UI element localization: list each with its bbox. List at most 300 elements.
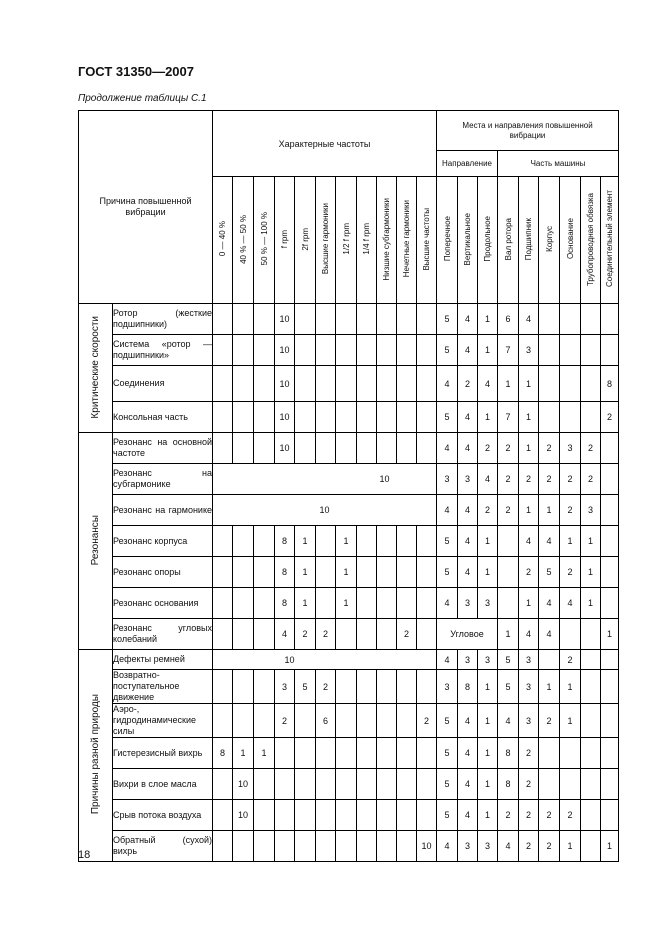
column-header-7 [357,177,377,304]
column-header-10 [417,177,437,304]
value-cell: 8 [275,557,295,588]
value-cell: 2 [498,433,519,464]
value-cell [581,738,601,769]
value-cell [254,366,275,402]
value-cell [357,800,377,831]
value-cell [213,704,233,738]
column-header-1 [233,177,254,304]
table-row [79,831,619,862]
column-header-label: Подшипник [524,217,534,261]
value-cell: 2 [519,464,539,495]
value-cell [357,557,377,588]
value-cell [377,557,397,588]
value-cell: 1 [519,588,539,619]
value-cell: 1 [560,704,581,738]
value-cell: 4 [458,335,478,366]
value-cell: 4 [458,304,478,335]
value-cell [357,704,377,738]
value-cell: 4 [539,619,560,650]
value-cell: 4 [478,464,498,495]
value-cell: 2 [601,402,619,433]
value-cell [336,335,357,366]
value-cell: 2 [417,704,437,738]
column-header-label: 1/4 f rpm [362,223,371,255]
value-cell [581,831,601,862]
value-cell [581,335,601,366]
value-cell: 1 [478,335,498,366]
value-cell: 1 [478,670,498,704]
value-cell [254,670,275,704]
column-header-label: f rpm [280,229,289,249]
value-cell: 2 [560,464,581,495]
value-cell: 4 [560,588,581,619]
value-cell: 8 [275,588,295,619]
value-cell [233,670,254,704]
value-cell [295,402,316,433]
value-cell [601,526,619,557]
value-cell [295,433,316,464]
value-cell [275,769,295,800]
value-cell: 2 [519,800,539,831]
group-label-cell [79,433,113,650]
value-cell [397,335,417,366]
value-cell [254,704,275,738]
column-header-label: Вертикальное [463,212,473,266]
value-cell: 2 [581,433,601,464]
value-cell [560,304,581,335]
value-cell [397,366,417,402]
cause-cell: Резонанс корпуса [113,526,213,557]
value-cell [213,402,233,433]
merged-value-cell: 10 [213,464,437,495]
column-header-3 [275,177,295,304]
value-cell: 2 [478,495,498,526]
value-cell: 1 [581,588,601,619]
value-cell [581,704,601,738]
value-cell: 5 [437,304,458,335]
vibration-causes-table [78,110,619,862]
value-cell: 2 [275,704,295,738]
value-cell: 3 [458,831,478,862]
value-cell: 6 [316,704,336,738]
value-cell: 1 [498,366,519,402]
column-header-label: 0 — 40 % [218,221,227,257]
value-cell [417,304,437,335]
value-cell: 4 [437,366,458,402]
table-continuation-caption: Продолжение таблицы С.1 [78,93,207,104]
value-cell [316,738,336,769]
value-cell [275,831,295,862]
value-cell [357,588,377,619]
places-header: Места и направления повышенной вибрации [437,111,619,151]
table-row [79,800,619,831]
value-cell: 3 [458,588,478,619]
value-cell [336,704,357,738]
direction-header: Направление [437,151,498,177]
value-cell: 10 [275,402,295,433]
value-cell [397,433,417,464]
column-header-13 [478,177,498,304]
value-cell: 4 [437,831,458,862]
value-cell [397,670,417,704]
value-cell [233,526,254,557]
value-cell: 1 [478,304,498,335]
cause-header [79,111,213,304]
value-cell [275,800,295,831]
value-cell [417,800,437,831]
column-header-5 [316,177,336,304]
value-cell [233,704,254,738]
value-cell [560,769,581,800]
column-header-11 [437,177,458,304]
value-cell: 2 [316,619,336,650]
value-cell [357,670,377,704]
value-cell: 1 [581,557,601,588]
value-cell: 3 [458,650,478,670]
value-cell [233,557,254,588]
value-cell [377,769,397,800]
value-cell [417,366,437,402]
value-cell: 1 [336,588,357,619]
value-cell [560,335,581,366]
value-cell [377,704,397,738]
column-header-19 [601,177,619,304]
table-row [79,619,619,650]
value-cell [601,335,619,366]
angular-direction-cell: Угловое [437,619,498,650]
value-cell [233,304,254,335]
value-cell [539,402,560,433]
value-cell [539,650,560,670]
value-cell [295,738,316,769]
table-row [79,402,619,433]
value-cell: 4 [458,738,478,769]
value-cell [581,366,601,402]
value-cell: 3 [581,495,601,526]
value-cell [213,588,233,619]
value-cell: 2 [581,464,601,495]
value-cell: 1 [478,557,498,588]
group-label: Критические скорости [90,315,101,419]
value-cell: 1 [519,366,539,402]
value-cell: 1 [539,670,560,704]
char-freq-header: Характерные частоты [213,111,437,177]
table-row [79,366,619,402]
value-cell [539,769,560,800]
value-cell [233,433,254,464]
value-cell [601,464,619,495]
group-label-cell [79,304,113,433]
value-cell: 4 [458,495,478,526]
value-cell [498,557,519,588]
value-cell [254,304,275,335]
column-header-label: Нечетные гармоники [402,200,411,278]
value-cell: 3 [437,670,458,704]
value-cell [254,769,275,800]
value-cell [254,402,275,433]
value-cell: 1 [478,704,498,738]
value-cell [316,526,336,557]
value-cell [295,304,316,335]
value-cell [601,769,619,800]
value-cell: 1 [478,738,498,769]
table-row [79,464,619,495]
value-cell [233,335,254,366]
table-row [79,650,619,670]
value-cell [336,738,357,769]
cause-cell: Резонанс основания [113,588,213,619]
value-cell: 3 [519,335,539,366]
value-cell [601,800,619,831]
column-header-label: 40 % — 50 % [238,214,248,264]
value-cell: 4 [437,495,458,526]
value-cell: 4 [519,526,539,557]
value-cell: 3 [519,650,539,670]
value-cell [397,588,417,619]
value-cell: 4 [498,704,519,738]
value-cell [397,557,417,588]
value-cell: 5 [437,769,458,800]
value-cell [357,402,377,433]
value-cell: 4 [458,402,478,433]
value-cell: 4 [519,304,539,335]
group-label: Причины разной природы [90,694,101,815]
value-cell: 1 [560,670,581,704]
value-cell: 2 [519,738,539,769]
value-cell [295,335,316,366]
value-cell: 1 [478,526,498,557]
table-row [79,495,619,526]
value-cell [397,402,417,433]
value-cell [417,619,437,650]
table-row [79,335,619,366]
table-row [79,304,619,335]
value-cell: 4 [458,433,478,464]
value-cell [357,769,377,800]
value-cell [417,526,437,557]
value-cell: 2 [560,495,581,526]
column-header-14 [498,177,519,304]
value-cell: 1 [478,769,498,800]
merged-value-cell: 10 [213,495,437,526]
value-cell: 7 [498,335,519,366]
value-cell: 2 [519,831,539,862]
value-cell: 10 [275,304,295,335]
value-cell: 4 [498,831,519,862]
cause-cell: Резонанс на гармонике [113,495,213,526]
value-cell: 5 [437,335,458,366]
table-row [79,769,619,800]
value-cell [213,800,233,831]
cause-cell: Срыв потока воздуха [113,800,213,831]
cause-header-text: Причина повышенной вибрации [99,196,192,217]
value-cell [254,588,275,619]
value-cell: 1 [478,402,498,433]
value-cell [581,650,601,670]
value-cell: 3 [560,433,581,464]
value-cell [397,800,417,831]
value-cell: 3 [519,704,539,738]
value-cell: 1 [254,738,275,769]
column-header-label: Соединительный элемент [605,190,615,288]
cause-cell: Возвратно-поступательное движение [113,670,213,704]
value-cell: 3 [478,650,498,670]
value-cell [601,588,619,619]
value-cell [417,670,437,704]
value-cell [336,619,357,650]
value-cell: 2 [498,495,519,526]
value-cell: 5 [295,670,316,704]
value-cell: 4 [275,619,295,650]
value-cell: 2 [478,433,498,464]
value-cell [601,670,619,704]
value-cell [275,738,295,769]
table-row [79,433,619,464]
value-cell: 1 [233,738,254,769]
value-cell [213,831,233,862]
cause-cell: Аэро-, гидродинамические силы [113,704,213,738]
value-cell: 2 [458,366,478,402]
column-header-label: Трубопроводная обвязка [586,192,596,286]
value-cell [581,769,601,800]
value-cell [213,366,233,402]
column-header-label: 2f rpm [300,227,310,251]
value-cell [336,304,357,335]
value-cell [357,304,377,335]
value-cell [377,402,397,433]
value-cell [316,557,336,588]
value-cell: 5 [437,704,458,738]
value-cell [397,526,417,557]
value-cell [233,366,254,402]
value-cell [601,495,619,526]
column-header-label: Корпус [544,226,554,252]
value-cell [539,335,560,366]
value-cell [254,433,275,464]
value-cell: 2 [539,831,560,862]
table-row [79,588,619,619]
value-cell [336,800,357,831]
value-cell: 1 [336,526,357,557]
value-cell: 4 [519,619,539,650]
value-cell: 8 [498,769,519,800]
value-cell [417,769,437,800]
document-title: ГОСТ 31350—2007 [78,64,194,79]
value-cell [417,588,437,619]
value-cell [539,366,560,402]
column-header-label: Высшие частоты [422,207,431,271]
value-cell: 1 [336,557,357,588]
value-cell: 1 [295,526,316,557]
column-header-4 [295,177,316,304]
value-cell [417,402,437,433]
value-cell: 5 [437,526,458,557]
value-cell: 2 [498,800,519,831]
value-cell: 10 [275,366,295,402]
value-cell [213,619,233,650]
table-row [79,526,619,557]
value-cell [254,800,275,831]
table-row [79,557,619,588]
value-cell: 2 [560,650,581,670]
value-cell [417,335,437,366]
cause-cell: Резонанс угловых колебаний [113,619,213,650]
value-cell [213,670,233,704]
value-cell [295,831,316,862]
value-cell [336,402,357,433]
cause-cell: Резонанс на основной частоте [113,433,213,464]
value-cell: 2 [560,800,581,831]
value-cell: 1 [478,800,498,831]
group-label: Резонансы [90,514,101,566]
value-cell [357,526,377,557]
value-cell: 4 [539,588,560,619]
value-cell [336,670,357,704]
value-cell: 8 [213,738,233,769]
value-cell: 1 [560,526,581,557]
value-cell [581,402,601,433]
value-cell [397,831,417,862]
column-header-label: Высшие гармоники [321,203,330,275]
value-cell [357,831,377,862]
value-cell: 4 [458,704,478,738]
value-cell: 8 [498,738,519,769]
value-cell: 5 [437,738,458,769]
cause-cell: Вихри в слое масла [113,769,213,800]
value-cell: 3 [275,670,295,704]
column-header-label: 50 % — 100 % [259,212,269,266]
value-cell [417,738,437,769]
value-cell [560,402,581,433]
value-cell: 2 [539,464,560,495]
value-cell: 4 [458,526,478,557]
column-header-label: Вал ротора [503,217,513,261]
value-cell [397,704,417,738]
value-cell [539,738,560,769]
value-cell [233,619,254,650]
value-cell [377,670,397,704]
machine-part-header: Часть машины [498,151,619,177]
value-cell: 5 [539,557,560,588]
cause-cell: Консольная часть [113,402,213,433]
value-cell: 2 [498,464,519,495]
value-cell: 10 [275,335,295,366]
value-cell: 2 [539,433,560,464]
value-cell [254,526,275,557]
value-cell: 2 [539,800,560,831]
value-cell: 1 [295,557,316,588]
value-cell [560,366,581,402]
value-cell [316,335,336,366]
value-cell [397,304,417,335]
value-cell [295,704,316,738]
value-cell [316,433,336,464]
table-row [79,704,619,738]
column-header-label: 1/2 f rpm [341,223,351,255]
value-cell: 5 [498,670,519,704]
value-cell: 6 [498,304,519,335]
value-cell [417,557,437,588]
value-cell: 5 [437,402,458,433]
value-cell: 1 [498,619,519,650]
value-cell: 1 [560,831,581,862]
value-cell [254,831,275,862]
value-cell [397,769,417,800]
value-cell [601,557,619,588]
value-cell: 5 [437,557,458,588]
table-body [79,304,619,862]
value-cell [213,526,233,557]
